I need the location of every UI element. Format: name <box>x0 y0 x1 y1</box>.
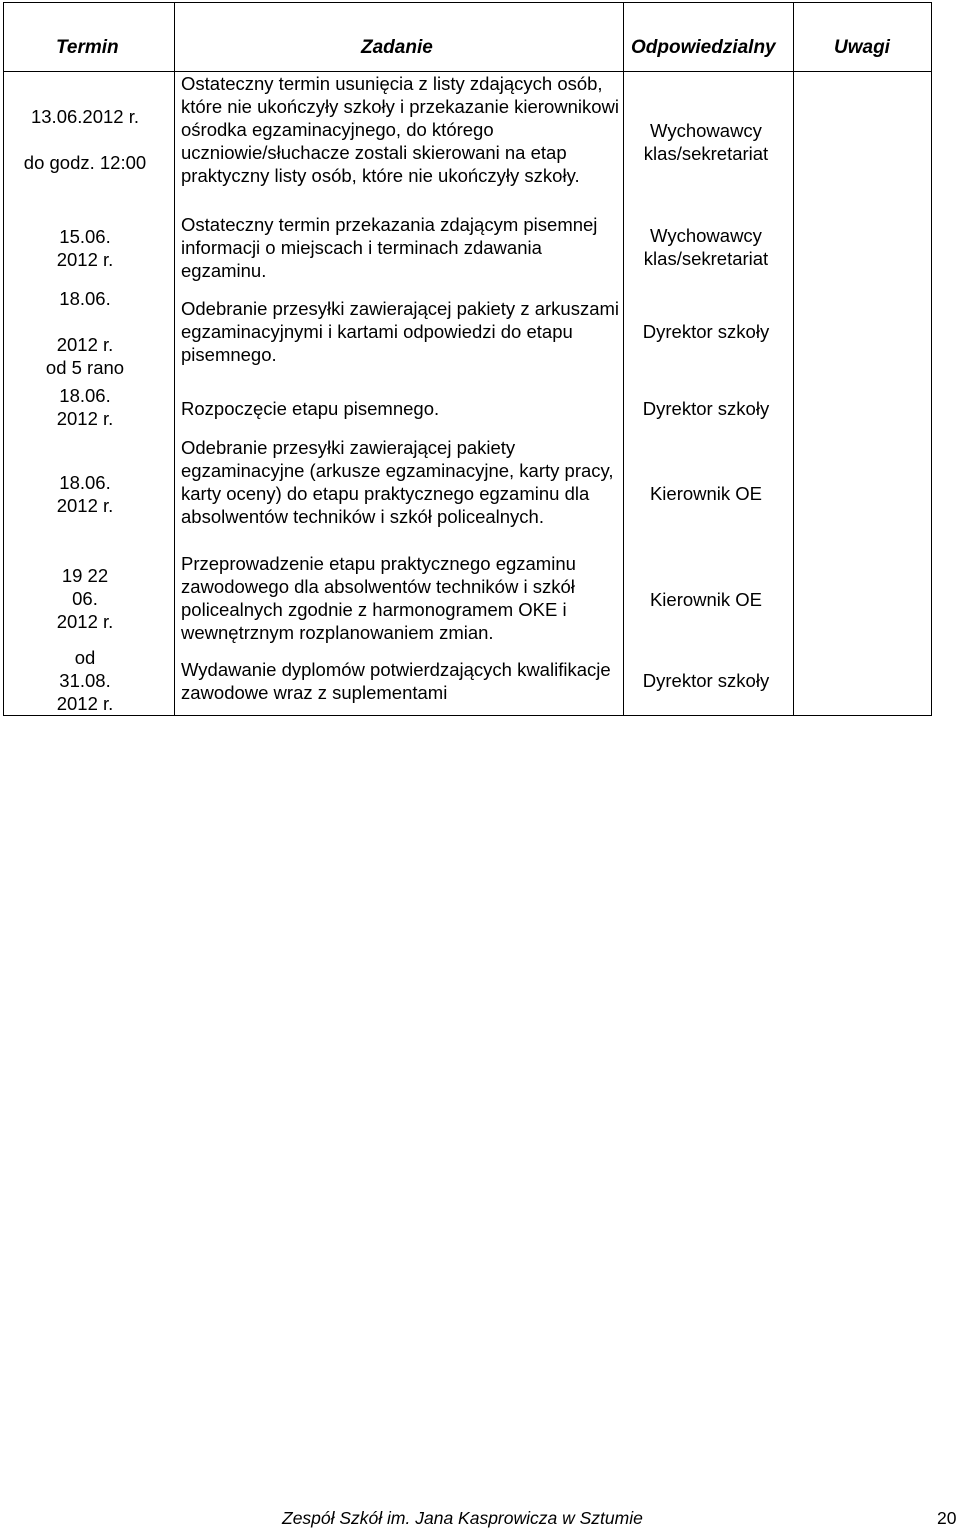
header-termin: Termin <box>56 37 119 58</box>
row-7-zadanie: Wydawanie dyplomów potwierdzających kwalifikacje zawodowe wraz z suplementami <box>181 659 611 703</box>
row-7-termin: od 31.08. 2012 r. <box>56 647 114 714</box>
header-zadanie: Zadanie <box>361 37 433 58</box>
row-5-zadanie: Odebranie przesyłki zawierającej pakiety egzaminacyjne (arkusze egzaminacyjne, karty pracy, karty oceny) do etapu praktycznego egzaminu dla absolwentów techników i szkół policealnych. <box>181 437 614 527</box>
row-3-zadanie: Odebranie przesyłki zawierającej pakiety z arkuszami egzaminacyjnymi i kartami odpowiedzi do etapu pisemnego. <box>181 298 620 365</box>
row-7-odpowiedzialny: Dyrektor szkoły <box>642 670 770 691</box>
row-1-zadanie: Ostateczny termin usunięcia z listy zdających osób, które nie ukończyły szkoły i przekazanie kierownikowi ośrodka egzaminacyjnego, do którego uczniowie/słuchacze zostali skierowani na etap praktyczny listy osób, które nie ukończyły szkoły. <box>181 73 620 186</box>
header-odpowiedzialny: Odpowiedzialny <box>631 37 776 58</box>
row-3-odpowiedzialny: Dyrektor szkoły <box>642 321 770 342</box>
column-divider <box>793 3 794 715</box>
footer-page-number: 20 <box>937 1508 957 1528</box>
row-2-termin: 15.06. 2012 r. <box>56 226 114 270</box>
row-6-odpowiedzialny: Kierownik OE <box>649 589 763 610</box>
column-divider <box>174 3 175 715</box>
row-4-zadanie: Rozpoczęcie etapu pisemnego. <box>181 398 440 419</box>
row-1-odpowiedzialny: Wychowawcy klas/sekretariat <box>643 120 769 164</box>
row-1-termin: 13.06.2012 r. do godz. 12:00 <box>23 106 147 173</box>
row-3-termin: 18.06. 2012 r. od 5 rano <box>45 288 125 378</box>
row-6-zadanie: Przeprowadzenie etapu praktycznego egzaminu zawodowego dla absolwentów techników i szkół policealnych zgodnie z harmonogramem OKE i wewnętrznym rozplanowaniem zmian. <box>181 553 576 643</box>
row-5-termin: 18.06. 2012 r. <box>56 472 114 516</box>
row-2-odpowiedzialny: Wychowawcy klas/sekretariat <box>643 225 769 269</box>
row-5-odpowiedzialny: Kierownik OE <box>649 483 763 504</box>
footer-school-name: Zespół Szkół im. Jana Kasprowicza w Sztumie <box>282 1508 643 1528</box>
header-uwagi: Uwagi <box>834 37 890 58</box>
row-2-zadanie: Ostateczny termin przekazania zdającym pisemnej informacji o miejscach i terminach zdawania egzaminu. <box>181 214 598 281</box>
row-6-termin: 19 22 06. 2012 r. <box>56 565 114 632</box>
row-4-termin: 18.06. 2012 r. <box>56 385 114 429</box>
row-4-odpowiedzialny: Dyrektor szkoły <box>642 398 770 419</box>
